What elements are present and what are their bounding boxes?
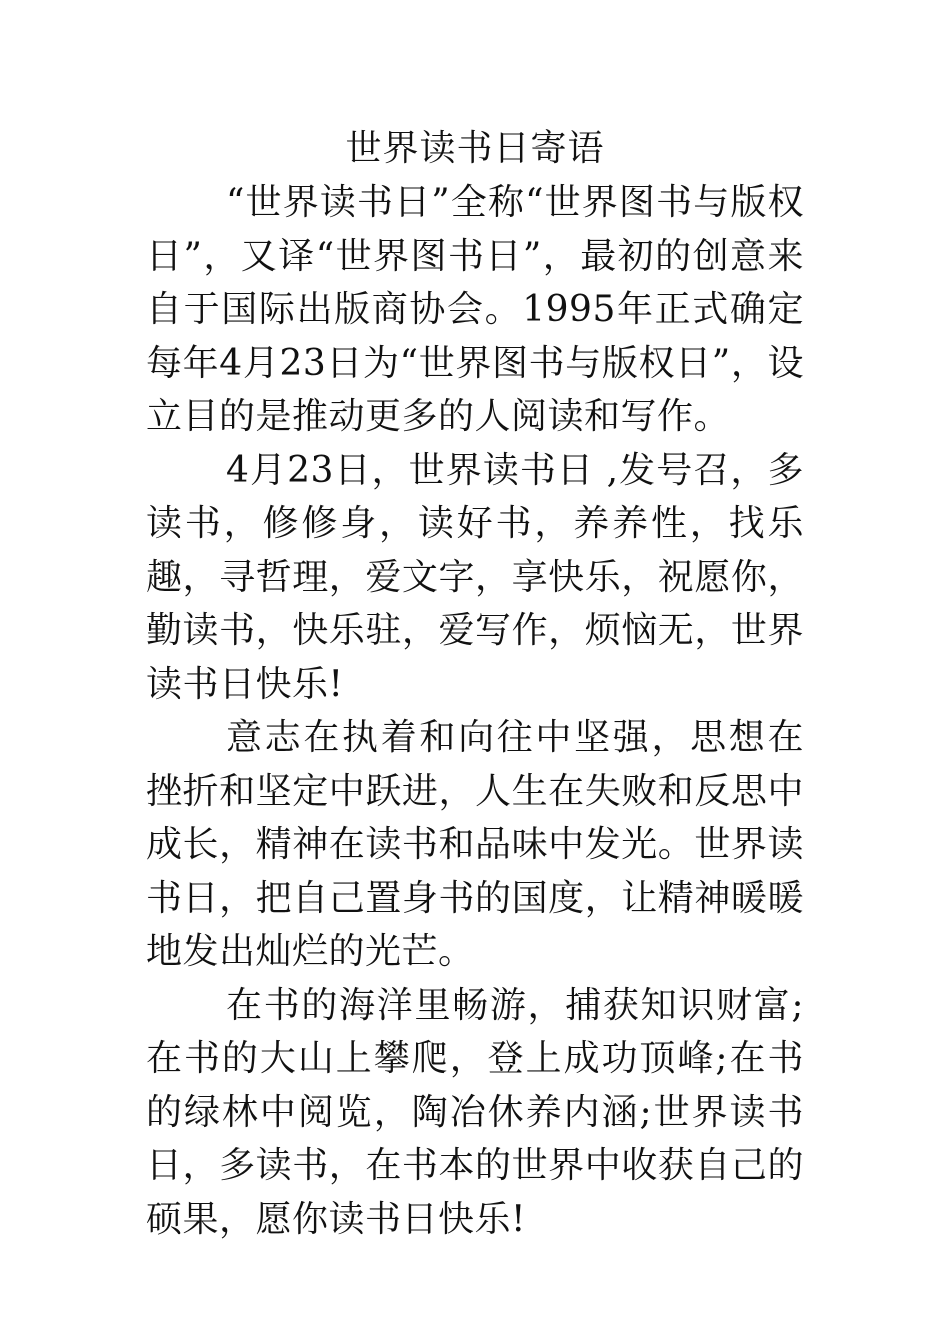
paragraph-3: 意志在执着和向往中坚强，思想在挫折和坚定中跃进，人生在失败和反思中成长，精神在读书和品味中发光。世界读书日，把自己置身书的国度，让精神暖暖地发出灿烂的光芒。 [146,717,804,972]
paragraph-2: 4月23日，世界读书日 ,发号召，多读书，修修身，读好书，养养性，找乐趣，寻哲理，爱文字，享快乐，祝愿你，勤读书，快乐驻，爱写作，烦恼无，世界读书日快乐! [146,449,804,705]
document-body [146,122,804,1246]
document-title: 世界读书日寄语 [345,128,605,169]
paragraph-1: “世界读书日”全称“世界图书与版权日”，又译“世界图书日”，最初的创意来自于国际出版商协会。1995年正式确定每年4月23日为“世界图书与版权日”，设立目的是推动更多的人阅读和写作。 [146,182,804,437]
paragraph-4: 在书的海洋里畅游，捕获知识财富;在书的大山上攀爬，登上成功顶峰;在书的绿林中阅览，陶冶休养内涵;世界读书日，多读书，在书本的世界中收获自己的硕果，愿你读书日快乐! [146,984,804,1240]
